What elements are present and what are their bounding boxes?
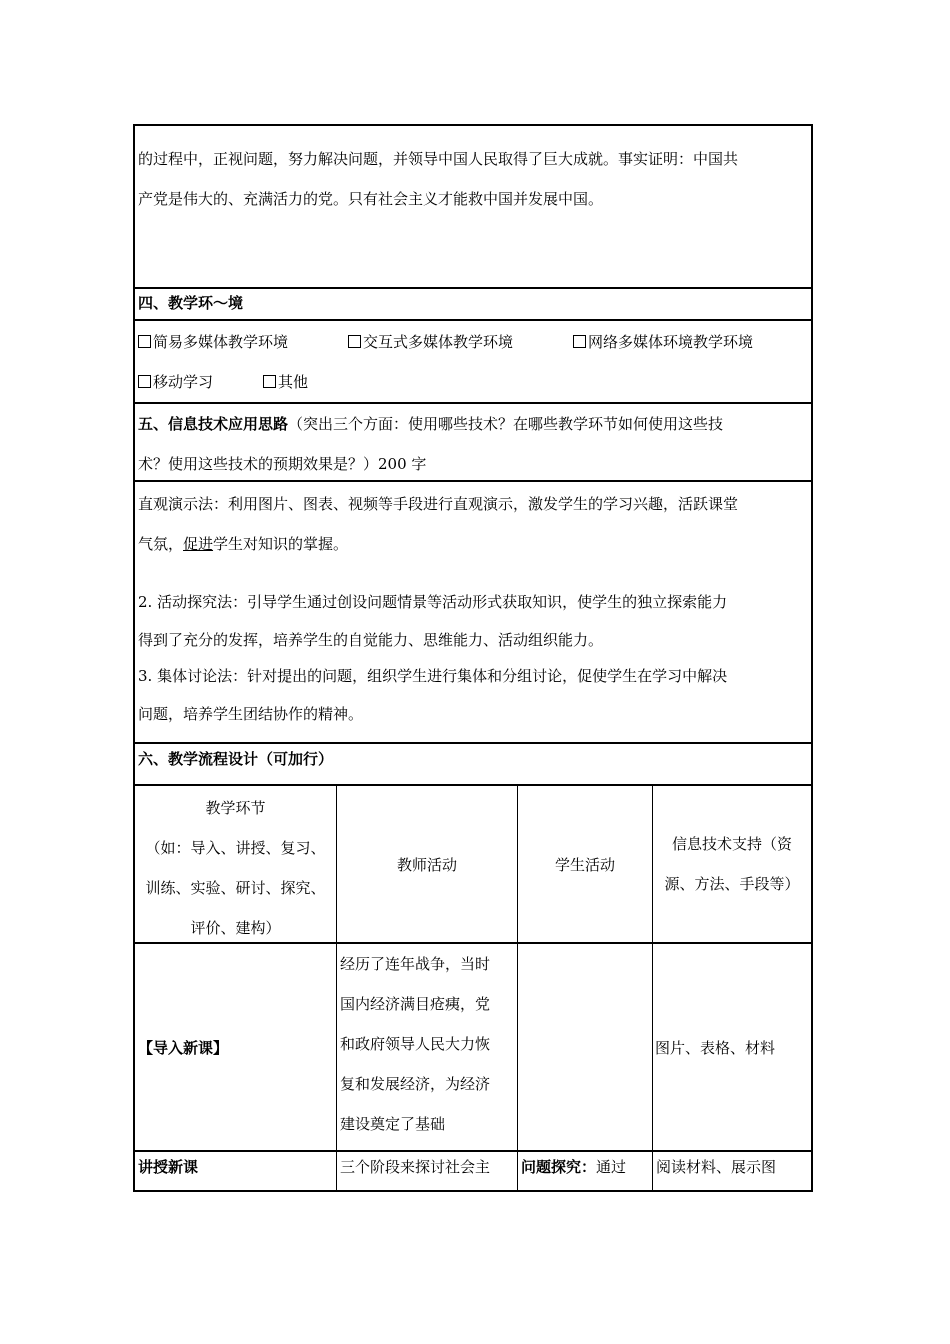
lesson-plan-table: [133, 124, 813, 1192]
method-2-line-1: 2. 活动探究法：引导学生通过创设问题情景等活动形式获取知识，使学生的独立探索能力: [138, 593, 728, 611]
stage-cell: 【导入新课】: [135, 944, 337, 1150]
option-mobile-learning[interactable]: 移动学习: [138, 362, 263, 402]
section-6-title: 六、教学流程设计（可加行）: [138, 750, 334, 768]
option-simple-multimedia[interactable]: 简易多媒体教学环境: [138, 322, 348, 362]
table-row: [135, 944, 811, 1152]
section-5-title-line-1: 五、信息技术应用思路（突出三个方面：使用哪些技术？在哪些教学环节如何使用这些技: [138, 415, 724, 433]
header-stage: 教学环节 （如：导入、讲授、复习、 训练、实验、研讨、探究、 评价、建构）: [135, 786, 337, 942]
header-student-activity: 学生活动: [518, 786, 653, 942]
section-6-header: [135, 744, 811, 786]
checkbox-icon[interactable]: [138, 335, 151, 348]
method-2-line-2: 得到了充分的发挥，培养学生的自觉能力、思维能力、活动组织能力。: [138, 631, 604, 649]
environment-options: [135, 321, 811, 404]
table-row: [135, 1152, 811, 1192]
method-1-line-2: 气氛，促进学生对知识的掌握。: [138, 535, 349, 553]
section-5-header: [135, 404, 811, 482]
checkbox-icon[interactable]: [348, 335, 361, 348]
options-line-2: [135, 362, 811, 402]
flow-table-header: [135, 786, 811, 944]
section-5-title-line-2: 术？使用这些技术的预期效果是？）200 字: [138, 455, 427, 473]
checkbox-icon[interactable]: [263, 375, 276, 388]
student-cell: [518, 944, 653, 1150]
section-5-body: [135, 484, 811, 744]
method-3-line-1: 3. 集体讨论法：针对提出的问题，组织学生进行集体和分组讨论，促使学生在学习中解决: [138, 667, 728, 685]
tech-cell: 阅读材料、展示图: [656, 1158, 777, 1176]
student-cell: 问题探究：通过: [518, 1152, 653, 1190]
section-4-header: [135, 289, 811, 321]
header-tech-support: 信息技术支持（资 源、方法、手段等）: [664, 835, 800, 893]
summary-line-2: 产党是伟大的、充满活力的党。只有社会主义才能救中国并发展中国。: [138, 190, 604, 208]
teacher-cell: 三个阶段来探讨社会主: [337, 1152, 518, 1190]
checkbox-icon[interactable]: [573, 335, 586, 348]
stage-cell: 讲授新课: [135, 1152, 337, 1190]
checkbox-icon[interactable]: [138, 375, 151, 388]
option-other[interactable]: 其他: [263, 362, 308, 402]
document-page: [133, 124, 813, 1192]
header-teacher-activity: 教师活动: [337, 786, 518, 942]
tech-cell: 图片、表格、材料: [655, 1038, 776, 1057]
method-1-line-1: 直观演示法：利用图片、图表、视频等手段进行直观演示，激发学生的学习兴趣，活跃课堂: [138, 495, 739, 513]
option-network-multimedia[interactable]: 网络多媒体环境教学环境: [573, 322, 753, 362]
summary-line-1: 的过程中，正视问题，努力解决问题，并领导中国人民取得了巨大成就。事实证明：中国共: [138, 150, 739, 168]
options-line-1: [135, 322, 811, 362]
teacher-cell: 经历了连年战争，当时 国内经济满目疮痍，党 和政府领导人民大力恢 复和发展经济，为经济 建设奠定了基础: [337, 944, 518, 1150]
section-4-title: 四、教学环〜境: [138, 294, 244, 312]
summary-section: [135, 126, 811, 289]
method-3-line-2: 问题，培养学生团结协作的精神。: [138, 705, 364, 723]
option-interactive-multimedia[interactable]: 交互式多媒体教学环境: [348, 322, 573, 362]
